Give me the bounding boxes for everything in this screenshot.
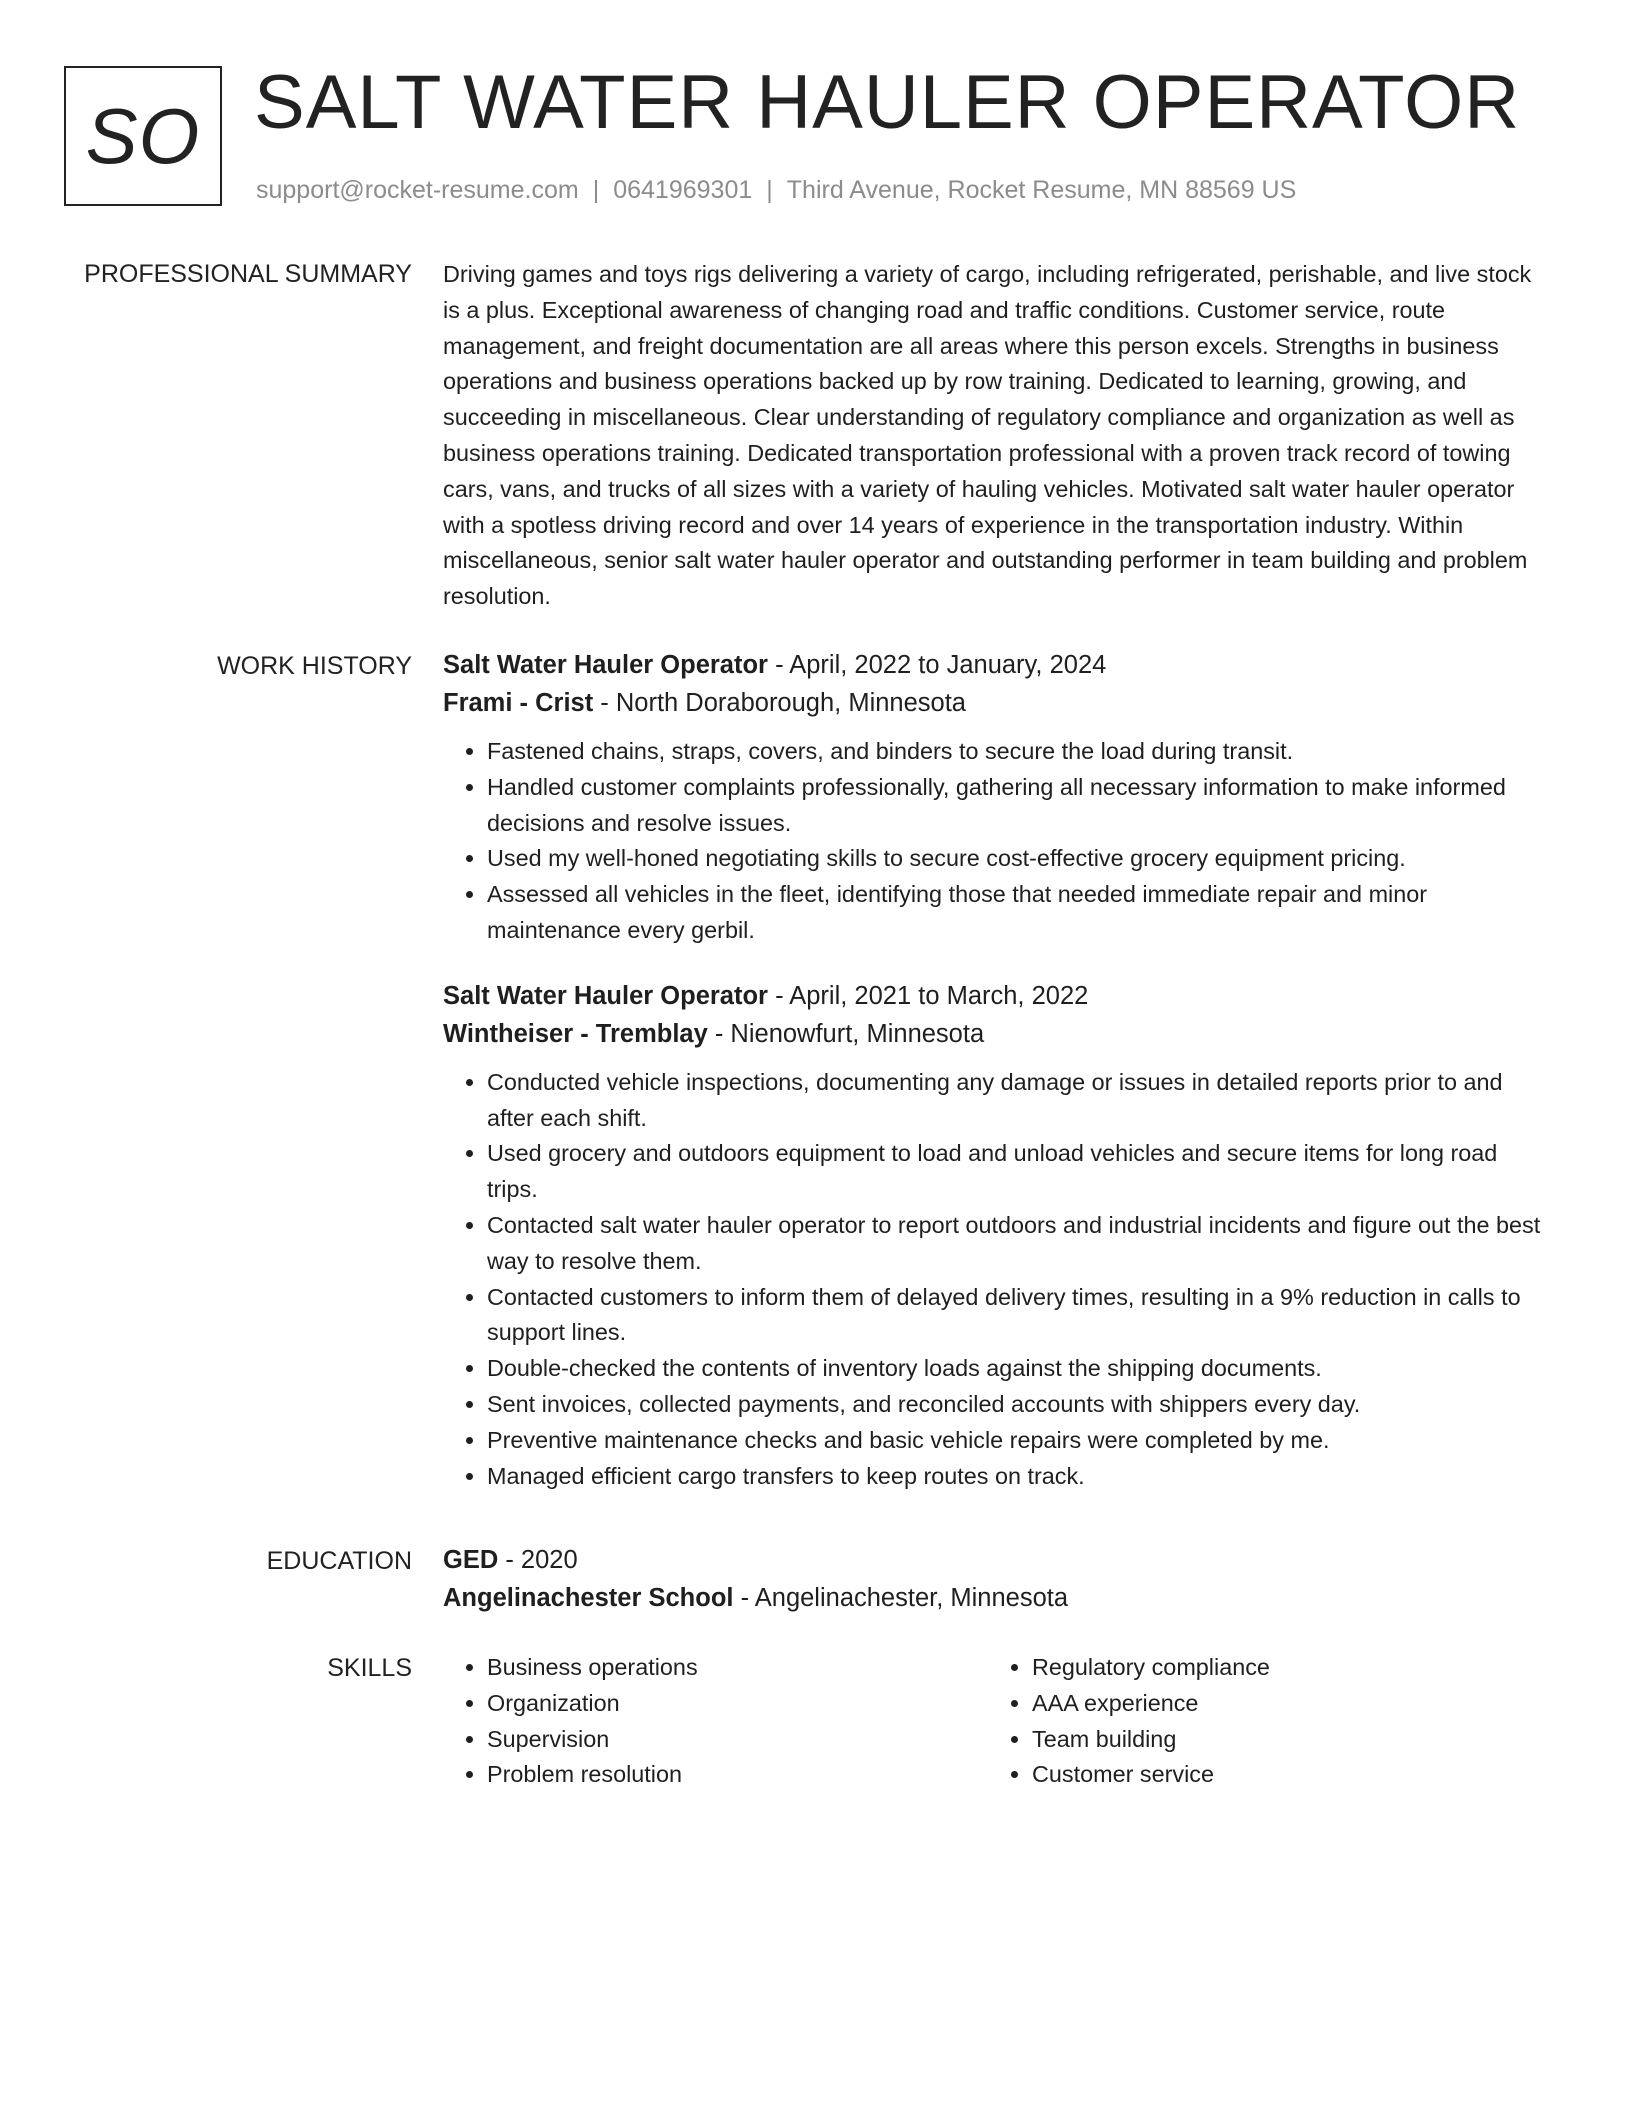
job-bullets bbox=[443, 734, 1553, 949]
contact-phone: 0641969301 bbox=[613, 176, 753, 204]
job-bullet: • Handled customer complaints professionally, gathering all necessary information to make informed decisions and resolve issues. bbox=[487, 770, 1553, 842]
education-degree-line bbox=[443, 1541, 1553, 1579]
contact-separator: | bbox=[766, 176, 773, 204]
contact-line bbox=[256, 175, 1296, 205]
work-history-body bbox=[443, 646, 1553, 1494]
skill-item: • Business operations bbox=[487, 1650, 988, 1686]
skill-item: • AAA experience bbox=[1032, 1686, 1533, 1722]
job-bullet: • Double-checked the contents of inventory loads against the shipping documents. bbox=[487, 1351, 1553, 1387]
job-bullet: • Assessed all vehicles in the fleet, identifying those that needed immediate repair and minor maintenance every gerbil. bbox=[487, 877, 1553, 949]
job-title: Salt Water Hauler Operator bbox=[443, 981, 768, 1010]
education-location: - Angelinachester, Minnesota bbox=[733, 1584, 1069, 1612]
job-bullet: • Preventive maintenance checks and basic vehicle repairs were completed by me. bbox=[487, 1423, 1553, 1459]
job-title-line bbox=[443, 646, 1553, 684]
education-school: Angelinachester School bbox=[443, 1584, 734, 1612]
page-title: SALT WATER HAULER OPERATOR bbox=[254, 60, 1521, 145]
education-school-line bbox=[443, 1579, 1553, 1617]
job-bullet: • Sent invoices, collected payments, and reconciled accounts with shippers every day. bbox=[487, 1387, 1553, 1423]
contact-email: support@rocket-resume.com bbox=[256, 176, 579, 204]
summary-body bbox=[443, 257, 1553, 615]
contact-separator: | bbox=[592, 176, 600, 204]
job-entry bbox=[443, 646, 1553, 949]
skills-list-left bbox=[443, 1650, 988, 1793]
skill-item: • Team building bbox=[1032, 1722, 1533, 1758]
job-bullet: • Fastened chains, straps, covers, and binders to secure the load during transit. bbox=[487, 734, 1553, 770]
summary-text: Driving games and toys rigs delivering a variety of cargo, including refrigerated, perishable, and live stock is a plus. Exceptional awareness of changing road and traffic conditions. Customer service, route management, and freight documentation are all areas where this person excels. Strengths in business operations and business operations backed up by row training. Dedicated to learning, growing, and succeeding in miscellaneous. Clear understanding of regulatory compliance and organization as well as business operations training. Dedicated transportation professional with a proven track record of towing cars, vans, and trucks of all sizes with a variety of hauling vehicles. Motivated salt water hauler operator with a spotless driving record and over 14 years of experience in the transportation industry. Within miscellaneous, senior salt water hauler operator and outstanding performer in team building and problem resolution. bbox=[443, 261, 1532, 610]
job-bullet: • Managed efficient cargo transfers to keep routes on track. bbox=[487, 1459, 1553, 1495]
job-title: Salt Water Hauler Operator bbox=[443, 651, 768, 679]
section-label-work-history: WORK HISTORY bbox=[217, 652, 412, 680]
job-title-line bbox=[443, 977, 1553, 1015]
section-label-skills: SKILLS bbox=[327, 1654, 412, 1682]
job-bullet: • Contacted customers to inform them of delayed delivery times, resulting in a 9% reduction in calls to support lines. bbox=[487, 1280, 1553, 1352]
job-location: - Nienowfurt, Minnesota bbox=[707, 1019, 985, 1048]
education-body bbox=[443, 1541, 1553, 1617]
skill-item: • Customer service bbox=[1032, 1757, 1533, 1793]
education-year: - 2020 bbox=[498, 1546, 578, 1574]
job-bullet: • Conducted vehicle inspections, documenting any damage or issues in detailed reports prior to and after each shift. bbox=[487, 1065, 1553, 1137]
section-label-summary: PROFESSIONAL SUMMARY bbox=[84, 260, 412, 288]
contact-address: Third Avenue, Rocket Resume, MN 88569 US bbox=[786, 176, 1297, 204]
job-bullet: • Used grocery and outdoors equipment to load and unload vehicles and secure items for long road trips. bbox=[487, 1136, 1553, 1208]
skills-body bbox=[443, 1650, 1553, 1793]
job-bullet: • Used my well-honed negotiating skills to secure cost-effective grocery equipment pricing. bbox=[487, 841, 1553, 877]
section-label-education: EDUCATION bbox=[266, 1547, 412, 1575]
skills-columns bbox=[443, 1650, 1553, 1793]
skill-item: • Regulatory compliance bbox=[1032, 1650, 1533, 1686]
skill-item: • Supervision bbox=[487, 1722, 988, 1758]
education-degree: GED bbox=[443, 1546, 499, 1574]
job-dates: - April, 2022 to January, 2024 bbox=[767, 651, 1107, 679]
job-bullet: • Contacted salt water hauler operator to report outdoors and industrial incidents and figure out the best way to resolve them. bbox=[487, 1208, 1553, 1280]
job-company: Frami - Crist bbox=[443, 689, 594, 717]
skill-item: • Organization bbox=[487, 1686, 988, 1722]
job-entry bbox=[443, 977, 1553, 1495]
job-dates: - April, 2021 to March, 2022 bbox=[767, 981, 1089, 1010]
job-bullets bbox=[443, 1065, 1553, 1495]
monogram-badge: SO bbox=[64, 66, 222, 206]
job-location: - North Doraborough, Minnesota bbox=[593, 689, 966, 717]
job-company: Wintheiser - Tremblay bbox=[443, 1019, 708, 1048]
job-company-line bbox=[443, 1015, 1553, 1053]
skills-list-right bbox=[988, 1650, 1533, 1793]
job-company-line bbox=[443, 684, 1553, 722]
skill-item: • Problem resolution bbox=[487, 1757, 988, 1793]
